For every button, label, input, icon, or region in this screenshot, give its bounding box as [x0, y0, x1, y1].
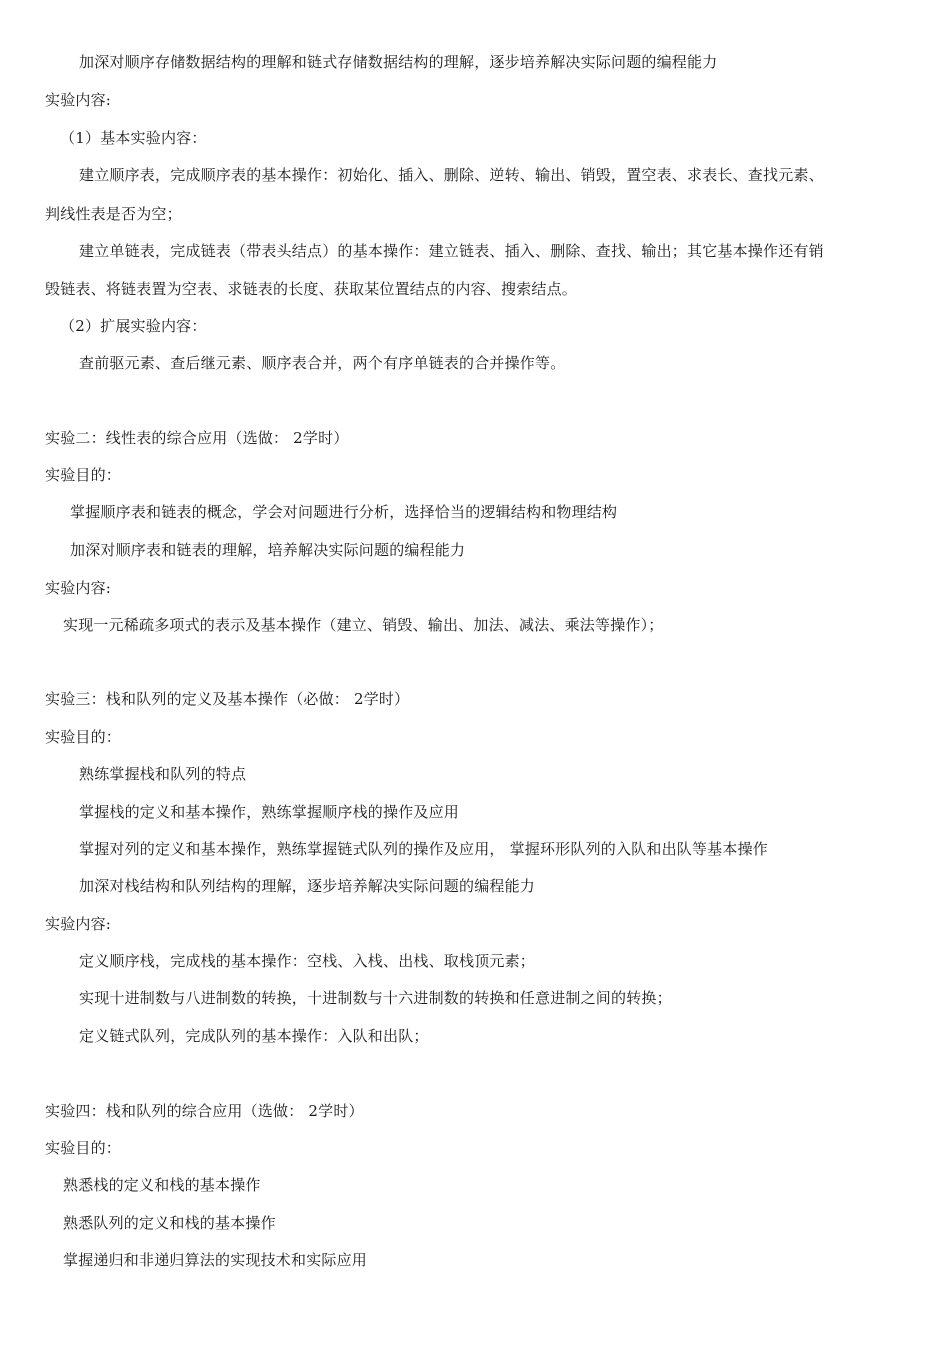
text-line: 加深对栈结构和队列结构的理解，逐步培养解决实际问题的编程能力	[79, 877, 536, 895]
section-heading: 实验目的：	[45, 728, 122, 746]
text-line: 掌握栈的定义和基本操作，熟练掌握顺序栈的操作及应用	[79, 803, 460, 821]
text-line: 加深对顺序表和链表的理解，培养解决实际问题的编程能力	[70, 541, 466, 559]
text-line: 掌握对列的定义和基本操作，熟练掌握链式队列的操作及应用， 掌握环形队列的入队和出队等基本操作	[79, 840, 768, 858]
text-line: 熟练掌握栈和队列的特点	[79, 765, 247, 783]
text-line: 建立顺序表，完成顺序表的基本操作：初始化、插入、删除、逆转、输出、销毁，置空表、求表长、查找元素、	[79, 166, 824, 184]
text-line: 判线性表是否为空；	[45, 205, 182, 223]
section-heading: 实验内容:	[45, 579, 112, 597]
section-heading: 实验内容:	[45, 91, 112, 109]
subsection-heading: （2）扩展实验内容：	[60, 317, 207, 335]
section-heading: 实验目的：	[45, 466, 122, 484]
text-line: 实现十进制数与八进制数的转换，十进制数与十六进制数的转换和任意进制之间的转换；	[79, 989, 672, 1007]
subsection-heading: （1）基本实验内容：	[60, 129, 207, 147]
text-line: 定义链式队列，完成队列的基本操作：入队和出队；	[79, 1027, 429, 1045]
text-line: 定义顺序栈，完成栈的基本操作：空栈、入栈、出栈、取栈顶元素；	[79, 952, 536, 970]
text-line: 加深对顺序存储数据结构的理解和链式存储数据结构的理解，逐步培养解决实际问题的编程能力	[79, 53, 718, 71]
text-line: 熟悉队列的定义和栈的基本操作	[63, 1214, 276, 1232]
section-heading: 实验内容:	[45, 915, 112, 933]
text-line: 熟悉栈的定义和栈的基本操作	[63, 1176, 261, 1194]
text-line: 建立单链表，完成链表（带表头结点）的基本操作：建立链表、插入、删除、查找、输出；其它基本操作还有销	[79, 242, 824, 260]
text-line: 掌握递归和非递归算法的实现技术和实际应用	[63, 1251, 368, 1269]
text-line: 实现一元稀疏多项式的表示及基本操作（建立、销毁、输出、加法、减法、乘法等操作）；	[63, 616, 664, 634]
section-heading: 实验目的：	[45, 1139, 122, 1157]
experiment-title: 实验二：线性表的综合应用（选做： 2学时）	[45, 429, 349, 447]
experiment-title: 实验三：栈和队列的定义及基本操作（必做： 2学时）	[45, 690, 410, 708]
text-line: 掌握顺序表和链表的概念，学会对问题进行分析，选择恰当的逻辑结构和物理结构	[70, 503, 618, 521]
text-line: 毁链表、将链表置为空表、求链表的长度、获取某位置结点的内容、搜索结点。	[45, 280, 578, 298]
text-line: 查前驱元素、查后继元素、顺序表合并，两个有序单链表的合并操作等。	[79, 354, 566, 372]
experiment-title: 实验四：栈和队列的综合应用（选做： 2学时）	[45, 1102, 364, 1120]
